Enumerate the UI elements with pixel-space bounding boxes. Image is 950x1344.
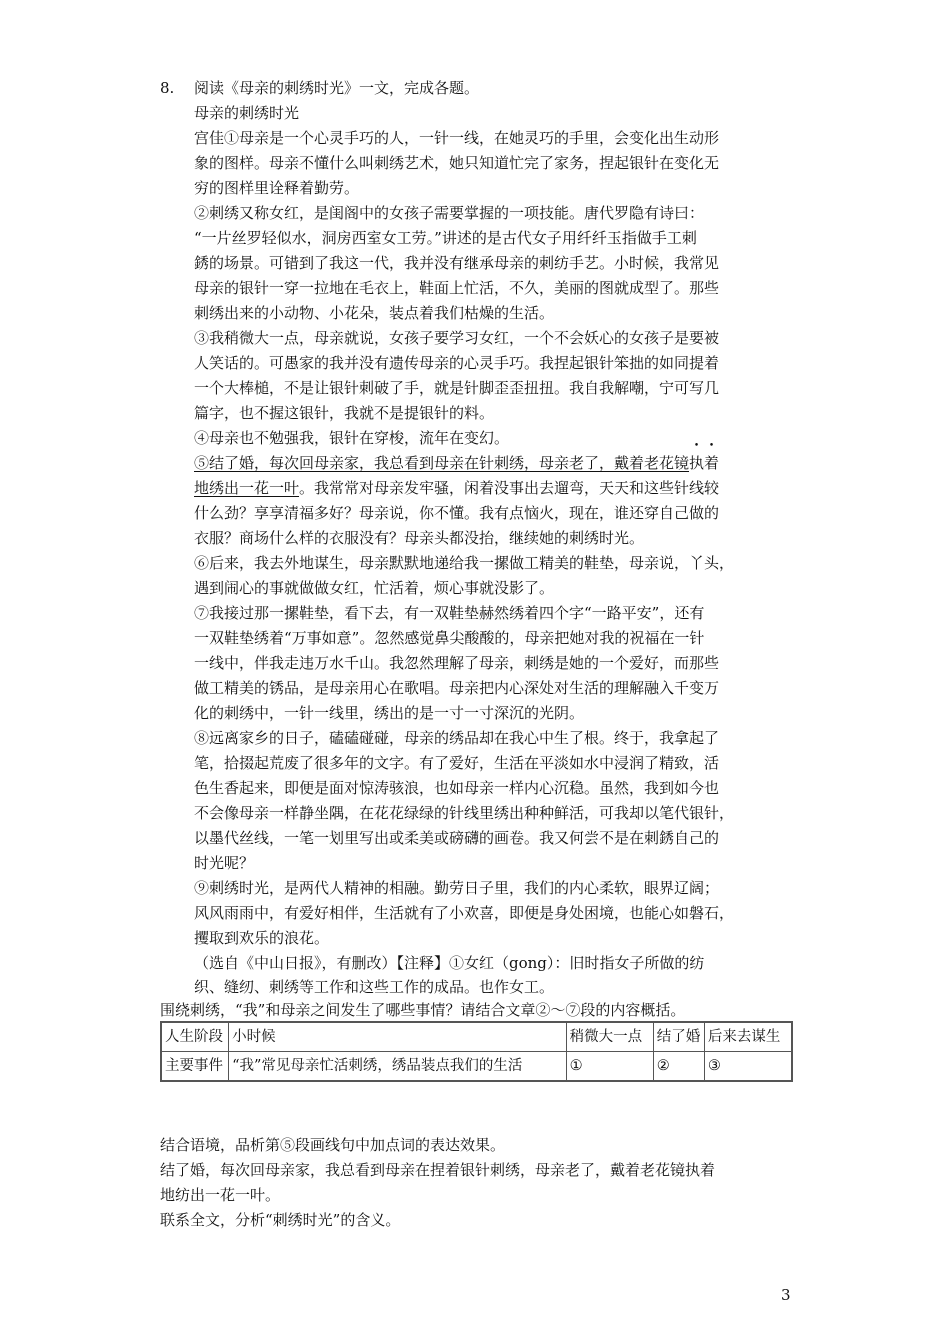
text-line: “一片丝罗轻似水，洞房西室女工劳。”讲述的是古代女子用纤纤玉指做手工刺 [194, 229, 697, 247]
text-line: 篇字，也不握这银针，我就不是提银针的料。 [194, 404, 495, 422]
text-line: 人笑话的。可愚家的我并没有遗传母亲的心灵手巧。我捏起银针笨拙的如同提着 [194, 354, 720, 372]
answer-blank-1[interactable]: ① [566, 1052, 653, 1082]
table-cell: 小时候 [229, 1022, 567, 1052]
paragraph-5-line-4: 衣服？商场什么样的衣服没有？母亲头都没抬，继续她的刺绣时光。 [194, 529, 645, 547]
text-line: 攫取到欢乐的浪花。 [194, 929, 330, 947]
table-cell: 主要事件 [161, 1052, 229, 1082]
answer-blank-2[interactable]: ② [653, 1052, 704, 1082]
text-line: 一线中，伴我走违万水千山。我忽然理解了母亲，刺绣是她的一个爱好，而那些 [194, 654, 720, 672]
text-line: 遇到闹心的事就做做女红，忙活着，烦心事就没影了。 [194, 579, 555, 597]
source-note-2: 织、缝纫、刺绣等工作和这些工作的成品。也作女工。 [194, 978, 555, 996]
sub-question-1: 围绕刺绣，“我”和母亲之间发生了哪些事情？请结合文章②～⑦段的内容概括。 [160, 1001, 686, 1019]
table-cell: 稍微大一点 [566, 1022, 653, 1052]
text-line: ④母亲也不勉强我，银针在穿梭，流年在变幻。 [194, 429, 510, 447]
table-header-row [161, 1022, 792, 1052]
text-line: 色生香起来，即便是面对惊涛骇浪，也如母亲一样内心沉稳。虽然，我到如今也 [194, 779, 720, 797]
sub-question-3: 联系全文，分析“刺绣时光”的含义。 [160, 1211, 401, 1229]
text-line: 穷的图样里诠释着勤劳。 [194, 179, 360, 197]
text-line: ⑧远离家乡的日子，磕磕碰碰，母亲的绣品却在我心中生了根。终于，我拿起了 [194, 729, 720, 747]
paragraph-5-line-3: 什么劲？享享清福多好？母亲说，你不懂。我有点恼火，现在，谁还穿自己做的 [194, 504, 720, 522]
underlined-sentence-b: 地绣出一花一叶 [194, 479, 300, 497]
table-cell: 后来去谋生 [704, 1022, 792, 1052]
text-line: ⑨刺绣时光，是两代人精神的相融。勤劳日子里，我们的内心柔软，眼界辽阔； [194, 879, 720, 897]
text-line: 做工精美的锈品，是母亲用心在歌唱。母亲把内心深处对生活的理解融入千变万 [194, 679, 720, 697]
paragraph-5-line-1 [194, 453, 719, 473]
text-line: 銹的场景。可错到了我这一代，我并没有继承母亲的刺纺手艺。小时候，我常见 [194, 254, 720, 272]
table-cell: “我”常见母亲忙活刺绣，绣品装点我们的生活 [229, 1052, 567, 1082]
table-row [161, 1052, 792, 1082]
sub-question-2: 结合语境，品析第⑤段画线句中加点词的表达效果。 [160, 1136, 506, 1154]
answer-table [160, 1021, 793, 1082]
table-cell: 结了婚 [653, 1022, 704, 1052]
text-line: ②刺绣又称女红，是闺阁中的女孩子需要掌握的一项技能。唐代罗隐有诗曰： [194, 204, 705, 222]
text-line: 风风雨雨中，有爱好相伴，生活就有了小欢喜，即便是身处困境，也能心如磐石， [194, 904, 735, 922]
dotted-char: 着 [704, 454, 720, 472]
answer-blank-3[interactable]: ③ [704, 1052, 792, 1082]
text-line: 时光呢？ [194, 854, 255, 872]
text-line: 一双鞋垫绣着“万事如意”。忽然感觉鼻尖酸酸的，母亲把她对我的祝福在一针 [194, 629, 705, 647]
text-line: 宫佳①母亲是一个心灵手巧的人，一针一线，在她灵巧的手里，会变化出生动形 [194, 129, 720, 147]
page-number: 3 [781, 1286, 791, 1304]
text-line: 一个大棒槌，不是让银针刺破了手，就是针脚歪歪扭扭。我自我解嘲，宁可写几 [194, 379, 720, 397]
text-line: ⑦我接过那一摞鞋垫，看下去，有一双鞋垫赫然绣着四个字“一路平安”，还有 [194, 604, 705, 622]
text-line: ⑥后来，我去外地谋生，母亲默默地递给我一摞做工精美的鞋垫，母亲说，丫头， [194, 554, 735, 572]
sub-question-2-quote-1: 结了婚，每次回母亲家，我总看到母亲在捏着银针刺绣，母亲老了，戴着老花镜执着 [160, 1161, 716, 1179]
article-title: 母亲的刺绣时光 [194, 104, 300, 122]
paragraph-5-text: 。我常常对母亲发牢骚，闲着没事出去遛弯，天天和这些针线较 [299, 479, 720, 497]
table-cell: 人生阶段 [161, 1022, 229, 1052]
dotted-char: 执 [689, 454, 705, 472]
text-line: 母亲的银针一穿一拉地在毛衣上，鞋面上忙活，不久，美丽的图就成型了。那些 [194, 279, 720, 297]
text-line: 象的图样。母亲不懂什么叫刺绣艺术，她只知道忙完了家务，捏起银针在变化无 [194, 154, 720, 172]
text-line: 化的刺绣中，一针一线里，绣出的是一寸一寸深沉的光阴。 [194, 704, 585, 722]
text-line: 刺绣出来的小动物、小花朵，装点着我们枯燥的生活。 [194, 304, 555, 322]
question-prompt: 阅读《母亲的刺绣时光》一文，完成各题。 [194, 79, 480, 97]
paragraph-5-line-2 [194, 478, 719, 498]
source-note-1: （选自《中山日报》，有删改）【注释】①女红（gong）：旧时指女子所做的纺 [194, 954, 705, 972]
underlined-sentence-a: ⑤结了婚，每次回母亲家，我总看到母亲在针刺绣，母亲老了，戴着老花镜 [194, 454, 690, 472]
question-number: 8. [160, 79, 175, 97]
text-line: ③我稍微大一点，母亲就说，女孩子要学习女红，一个不会妖心的女孩子是要被 [194, 329, 720, 347]
sub-question-2-quote-2: 地纺出一花一叶。 [160, 1186, 281, 1204]
text-line: 以墨代丝线，一笔一划里写出或柔美或磅礴的画卷。我又何尝不是在刺銹自己的 [194, 829, 720, 847]
text-line: 不会像母亲一样静坐隅，在花花绿绿的针线里绣出种种鲜活，可我却以笔代银针， [194, 804, 735, 822]
text-line: 笔，拾掇起荒废了很多年的文字。有了爱好，生活在平淡如水中浸润了精致，活 [194, 754, 720, 772]
